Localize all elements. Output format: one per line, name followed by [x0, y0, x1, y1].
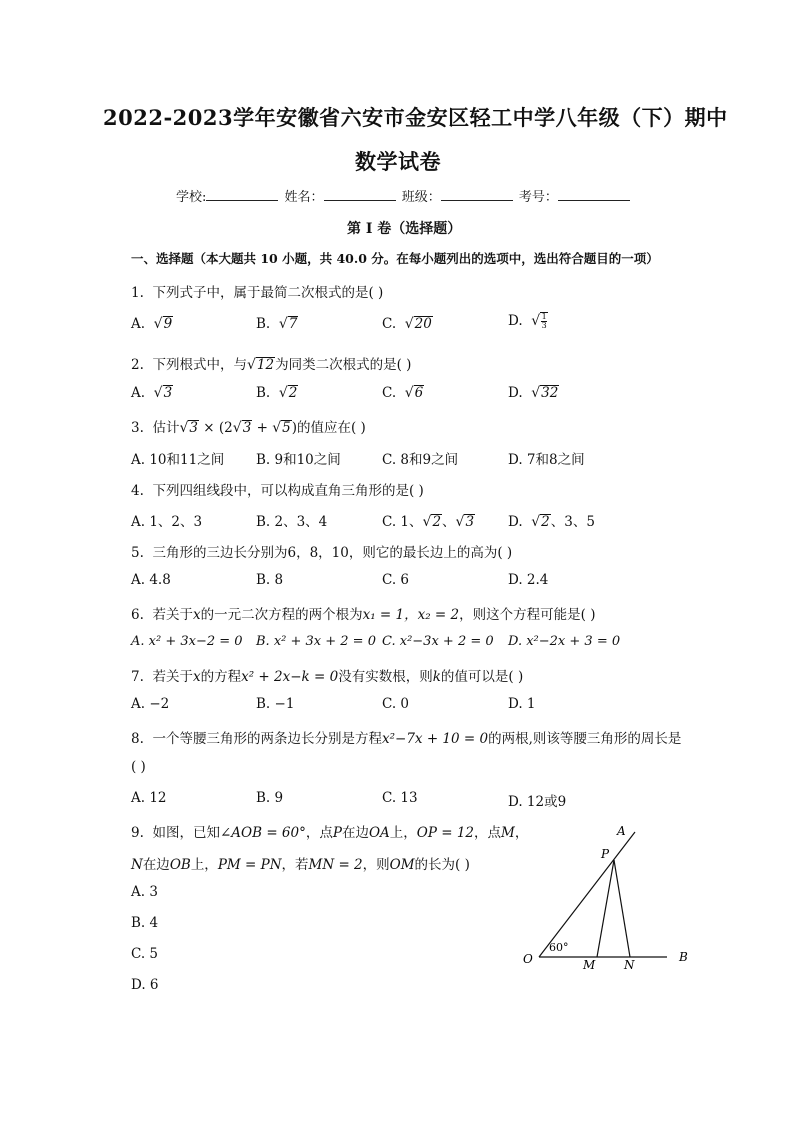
segment-pm — [597, 860, 614, 957]
school-label: 学校: — [176, 190, 207, 205]
q3-option-b[interactable]: B. 9和10之间 — [256, 452, 341, 468]
question-9-continuation: N在边OB上，PM = PN，若MN = 2，则OM的长为( ) — [131, 857, 470, 873]
q2-option-b[interactable]: B. √2 — [256, 385, 298, 401]
q2-option-a[interactable]: A. √3 — [131, 385, 173, 401]
question-5: 5. 三角形的三边长分别为6，8，10，则它的最长边上的高为( ) — [131, 545, 513, 561]
q5-option-c[interactable]: C. 6 — [382, 572, 410, 588]
q4-option-c[interactable]: C. 1、√2、√3 — [382, 514, 475, 530]
q8-option-b[interactable]: B. 9 — [256, 790, 284, 806]
question-1 — [131, 281, 383, 301]
q4-option-d[interactable]: D. √2、3、5 — [508, 514, 595, 530]
label-m: M — [583, 958, 596, 972]
q4-option-b[interactable]: B. 2、3、4 — [256, 514, 328, 530]
student-info-line — [176, 186, 632, 205]
question-4: 4. 下列四组线段中，可以构成直角三角形的是( ) — [131, 483, 424, 499]
q5-option-a[interactable]: A. 4.8 — [131, 572, 171, 588]
question-number: 1. — [131, 285, 144, 301]
q3-option-a[interactable]: A. 10和11之间 — [131, 452, 225, 468]
question-6: 6. 若关于x的一元二次方程的两个根为x₁ = 1，x₂ = 2，则这个方程可能是( ) — [131, 607, 596, 623]
q3-option-c[interactable]: C. 8和9之间 — [382, 452, 459, 468]
q1-option-d[interactable]: D. √ $\frac{1}{3}$ — [508, 312, 547, 330]
name-blank[interactable] — [324, 188, 396, 201]
angle-label: 60° — [549, 941, 569, 954]
question-text: 下列式子中，属于最简二次根式的是( ) — [152, 285, 384, 301]
q5-option-d[interactable]: D. 2.4 — [508, 572, 549, 588]
school-blank[interactable] — [206, 188, 278, 201]
q9-option-c[interactable]: C. 5 — [131, 946, 159, 962]
ray-oa — [539, 832, 635, 957]
question-9: 9. 如图，已知∠AOB = 60°，点P在边OA上，OP = 12，点M， — [131, 825, 529, 841]
q8-option-d[interactable]: D. 12或9 — [508, 794, 567, 810]
label-a: A — [617, 824, 626, 838]
question-3: 3. 估计√3 × (2√3 + √5)的值应在( ) — [131, 420, 366, 436]
section-heading: 一、选择题（本大题共 10 小题，共 40.0 分。在每小题列出的选项中，选出符合题目的一项） — [131, 251, 659, 266]
q7-option-c[interactable]: C. 0 — [382, 696, 410, 712]
exam-number-blank[interactable] — [558, 188, 630, 201]
question-8-continuation: ( ) — [131, 759, 146, 775]
q4-option-a[interactable]: A. 1、2、3 — [131, 514, 203, 530]
q6-option-d[interactable]: D. x²−2x + 3 = 0 — [508, 634, 621, 649]
q6-option-b[interactable]: B. x² + 3x + 2 = 0 — [256, 634, 376, 649]
label-n: N — [624, 958, 635, 972]
paper-title-line1: 2022-2023学年安徽省六安市金安区轻工中学八年级（下）期中 — [103, 105, 728, 130]
q7-option-b[interactable]: B. −1 — [256, 696, 295, 712]
class-label: 班级： — [401, 190, 441, 205]
q9-option-b[interactable]: B. 4 — [131, 915, 159, 931]
q2-option-c[interactable]: C. √6 — [382, 385, 424, 401]
q9-geometry-figure — [515, 818, 695, 973]
q3-option-d[interactable]: D. 7和8之间 — [508, 452, 585, 468]
label-p: P — [601, 847, 610, 861]
exam-number-label: 考号： — [518, 190, 558, 205]
q8-option-a[interactable]: A. 12 — [131, 790, 167, 806]
q2-option-d[interactable]: D. √32 — [508, 385, 559, 401]
question-2: 2. 下列根式中，与√12为同类二次根式的是( ) — [131, 357, 412, 373]
q7-option-a[interactable]: A. −2 — [131, 696, 170, 712]
paper-title-line2: 数学试卷 — [355, 149, 441, 174]
question-7: 7. 若关于x的方程x² + 2x−k = 0没有实数根，则k的值可以是( ) — [131, 669, 524, 685]
q1-option-a[interactable]: A. √9 — [131, 316, 173, 332]
label-o: O — [523, 952, 533, 966]
q1-option-c[interactable]: C. √20 — [382, 316, 432, 332]
q9-option-d[interactable]: D. 6 — [131, 977, 159, 993]
q7-option-d[interactable]: D. 1 — [508, 696, 536, 712]
q8-option-c[interactable]: C. 13 — [382, 790, 418, 806]
question-8: 8. 一个等腰三角形的两条边长分别是方程x²−7x + 10 = 0的两根,则该等腰三角形的周长是 — [131, 731, 682, 747]
volume-heading: 第 I 卷（选择题） — [347, 221, 462, 237]
class-blank[interactable] — [441, 188, 513, 201]
q5-option-b[interactable]: B. 8 — [256, 572, 284, 588]
label-b: B — [679, 950, 688, 964]
q1-option-b[interactable]: B. √7 — [256, 316, 298, 332]
segment-pn — [614, 860, 630, 957]
name-label: 姓名： — [284, 190, 324, 205]
q9-option-a[interactable]: A. 3 — [131, 884, 158, 900]
q6-option-a[interactable]: A. x² + 3x−2 = 0 — [131, 634, 243, 649]
q6-option-c[interactable]: C. x²−3x + 2 = 0 — [382, 634, 494, 649]
